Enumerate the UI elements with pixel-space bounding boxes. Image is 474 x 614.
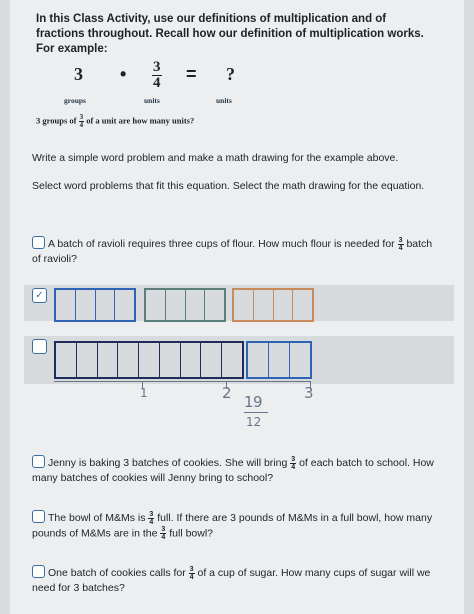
eq-dot: • (120, 64, 127, 84)
bar-unit (76, 290, 96, 320)
eq-left: 3 (74, 64, 83, 84)
bar-unit (146, 290, 166, 320)
option-sugar-batches[interactable]: One batch of cookies calls for $\frac{3}{4}$ of a cup of sugar. How many cups of sugar will we need for 3 batches? (32, 565, 431, 594)
activity-page (10, 0, 464, 614)
bar-unit (201, 343, 222, 377)
bar-unit (98, 343, 119, 377)
bar-group-1 (54, 288, 136, 322)
bar-unit (248, 343, 269, 377)
drawing-option-1-checkbox[interactable]: ✓ (32, 288, 47, 303)
bar-unit (274, 290, 294, 320)
bar-unit (139, 343, 160, 377)
bar-unit (181, 343, 202, 377)
option-sugar-checkbox[interactable] (32, 565, 45, 578)
option-ravioli[interactable]: A batch of ravioli requires three cups of flour. How much flour is needed for $\frac{3}{4}$ batch of ravioli? (32, 236, 433, 265)
option-mms-checkbox[interactable] (32, 510, 45, 523)
bar-unit (96, 290, 116, 320)
handwritten-number-line (54, 381, 310, 382)
handwritten-1: 1 (140, 386, 148, 400)
bar-unit (222, 343, 242, 377)
handwritten-fraction-bar (244, 412, 268, 413)
option-ravioli-checkbox[interactable] (32, 236, 45, 249)
bar-unit (115, 290, 134, 320)
bar-unit (293, 290, 312, 320)
eq-result: ? (226, 64, 235, 84)
bar-group-3 (232, 288, 314, 322)
bar-unit (56, 343, 77, 377)
label-groups: groups (64, 96, 86, 105)
prompt-select: Select word problems that fit this equation. Select the math drawing for the equation. (32, 180, 425, 192)
bar-long-filled (54, 341, 244, 379)
bar-group-2 (144, 288, 226, 322)
handwritten-fraction-num-1: 1 (244, 393, 254, 411)
label-units: units (144, 96, 160, 105)
example-caption: 3 groups of $\frac{3}{4}$ of a unit are how many units? (36, 113, 195, 129)
bar-long-remainder (246, 341, 312, 379)
bar-unit (290, 343, 310, 377)
handwritten-3: 3 (304, 384, 314, 402)
handwritten-2: 2 (222, 384, 232, 402)
option-mms-bowl[interactable]: The bowl of M&Ms is $\frac{3}{4}$ full. If there are 3 pounds of M&Ms in a full bowl, how many pounds of M&Ms are in the $\frac{3}{4}$ full bowl? (32, 510, 433, 541)
bar-unit (77, 343, 98, 377)
bar-unit (186, 290, 206, 320)
handwritten-fraction-den: 12 (246, 415, 262, 429)
handwritten-fraction-num-9: 9 (253, 393, 263, 411)
label-units-result: units (216, 96, 232, 105)
drawing-option-2-checkbox[interactable] (32, 339, 47, 354)
eq-equals: = (186, 64, 197, 84)
bar-unit (56, 290, 76, 320)
bar-unit (205, 290, 224, 320)
bar-unit (160, 343, 181, 377)
prompt-write-problem: Write a simple word problem and make a math drawing for the example above. (32, 152, 399, 164)
option-jenny-checkbox[interactable] (32, 455, 45, 468)
bar-unit (234, 290, 254, 320)
intro-text: In this Class Activity, use our definitions of multiplication and of fractions throughout. Recall how our definition of multiplication works. For example: (36, 13, 424, 55)
option-jenny-cookies[interactable]: Jenny is baking 3 batches of cookies. She will bring $\frac{3}{4}$ of each batch to school. How many batches of cookies will Jenny bring to school? (32, 455, 434, 484)
bar-unit (269, 343, 290, 377)
eq-fraction: $\frac{3}{4}$ (153, 59, 161, 91)
bar-unit (166, 290, 186, 320)
bar-unit (254, 290, 274, 320)
bar-unit (118, 343, 139, 377)
